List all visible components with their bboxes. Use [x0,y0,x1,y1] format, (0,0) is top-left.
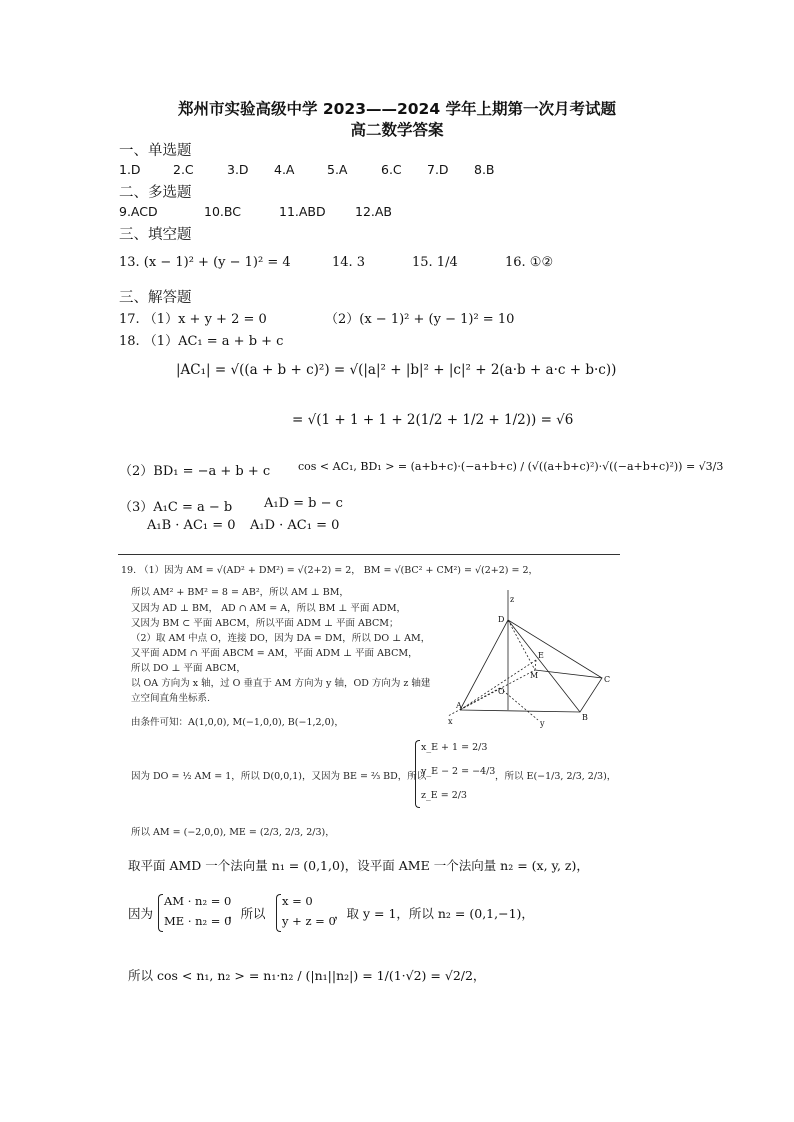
label-z: z [510,595,515,604]
system-brace [158,894,163,932]
system-brace [415,740,420,808]
answer-7: 7.D [427,162,449,177]
q19-line9: 立空间直角坐标系. [131,693,211,704]
edge-ea [460,660,539,710]
q19-line2: 所以 AM² + BM² = 8 = AB²，所以 AM ⊥ BM， [131,587,349,598]
answer-13: 13. (x − 1)² + (y − 1)² = 4 [119,255,291,270]
answer-11: 11.ABD [279,204,326,219]
q18-magnitude-line1: |AC₁| = √((a + b + c)²) = √(|a|² + |b|² + |c|² + 2(a·b + a·c + b·c)) [176,362,617,378]
q19-line14-mid: ，所以 [228,906,266,921]
q19-system-eq2: y_E − 2 = −4/3 [421,766,496,777]
q18-part2: （2）BD₁ = −a + b + c [119,464,271,479]
answer-10: 10.BC [204,204,241,219]
q19-line14-end: ，取 y = 1，所以 n₂ = (0,1,−1)， [334,906,534,921]
y-axis [500,688,538,720]
label-y: y [540,719,545,728]
page-title: 郑州市实验高级中学 2023——2024 学年上期第一次月考试题 [177,100,617,118]
q19-line10: 由条件可知：A(1,0,0), M(−1,0,0), B(−1,2,0)， [131,717,344,728]
q19-line14-eq2: ME · n₂ = 0 [164,914,232,928]
q17-part2: （2）(x − 1)² + (y − 1)² = 10 [325,312,515,327]
answer-6: 6.C [381,162,402,177]
answer-14: 14. 3 [332,255,366,270]
q19-line11-end: ，所以 E(−1/3, 2/3, 2/3)， [495,771,617,782]
q18-part3b: A₁D = b − c [264,496,343,511]
geometry-figure [440,590,630,730]
edge-db [508,620,580,712]
q19-system-eq3: z_E = 2/3 [421,790,467,801]
q19-line14-eq1: AM · n₂ = 0 [164,894,232,908]
q19-line11: 因为 DO = ½ AM = 1，所以 D(0,0,1)，又因为 BE = ⅔ BD，所以 [131,771,427,782]
q18-magnitude-line2: = √(1 + 1 + 1 + 2(1/2 + 1/2 + 1/2)) = √6 [292,412,574,428]
edge-dm [508,620,535,670]
section-heading-multi-choice: 二、多选题 [119,185,192,201]
q17-part1: 17. （1）x + y + 2 = 0 [119,312,267,327]
q18-part3d: A₁D · AC₁ = 0 [250,518,340,533]
page-subtitle: 高二数学答案 [350,121,444,139]
answer-2: 2.C [173,162,194,177]
q19-line14-eq3: x = 0 [282,894,313,908]
answer-5: 5.A [327,162,348,177]
label-b: B [582,713,588,722]
q19-line15: 所以 cos < n₁, n₂ > = n₁·n₂ / (|n₁||n₂|) = 1/(1·√2) = √2/2， [128,968,486,983]
section-divider [118,554,620,555]
q19-line4: 又因为 BM ⊂ 平面 ABCM，所以平面 ADM ⊥ 平面 ABCM； [131,618,399,629]
answer-1: 1.D [119,162,141,177]
section-heading-fill-blank: 三、填空题 [119,227,192,243]
answer-12: 12.AB [355,204,393,219]
answer-16: 16. ①② [505,255,554,270]
label-x: x [448,717,453,726]
q19-line8: 以 OA 方向为 x 轴，过 O 垂直于 AM 方向为 y 轴，OD 方向为 z 轴建 [131,678,431,689]
q19-line13: 取平面 AMD 一个法向量 n₁ = (0,1,0)，设平面 AME 一个法向量 n₂ = (x, y, z)， [128,858,589,873]
q19-line12: 所以 AM = (−2,0,0), ME = (2/3, 2/3, 2/3)， [131,827,335,838]
label-c: C [604,675,611,684]
label-d: D [498,615,505,624]
answer-8: 8.B [474,162,495,177]
section-heading-single-choice: 一、单选题 [119,143,192,159]
q18-part3a: （3）A₁C = a − b [119,500,233,515]
label-e: E [538,651,544,660]
q19-line3: 又因为 AD ⊥ BM， AD ∩ AM = A，所以 BM ⊥ 平面 ADM， [131,603,407,614]
label-o: O [498,687,505,696]
q19-line6: 又平面 ADM ∩ 平面 ABCM = AM，平面 ADM ⊥ 平面 ABCM， [131,648,418,659]
q19-line5: （2）取 AM 中点 O，连接 DO，因为 DA = DM，所以 DO ⊥ AM， [131,633,431,644]
answer-9: 9.ACD [119,204,158,219]
q18-part3c: A₁B · AC₁ = 0 [147,518,236,533]
q18-cosine: cos < AC₁, BD₁ > = (a+b+c)·(−a+b+c) / (√((a+b+c)²)·√((−a+b+c)²)) = √3/3 [298,460,724,473]
label-m: M [530,671,539,680]
label-a: A [456,701,462,710]
edge-da [460,620,508,710]
answer-15: 15. 1/4 [412,255,458,270]
answer-3: 3.D [227,162,249,177]
q19-line14-start: 因为 [128,906,154,921]
edge-em [535,660,536,670]
section-heading-solutions: 三、解答题 [119,290,192,306]
system-brace [276,894,281,932]
q19-line7: 所以 DO ⊥ 平面 ABCM， [131,663,246,674]
q18-part1: 18. （1）AC₁ = a + b + c [119,334,284,349]
q19-system-eq1: x_E + 1 = 2/3 [421,742,488,753]
answer-4: 4.A [274,162,295,177]
q19-line14-eq4: y + z = 0 [282,914,336,928]
q19-line1: 19. （1）因为 AM = √(AD² + DM²) = √(2+2) = 2， BM = √(BC² + CM²) = √(2+2) = 2， [121,565,539,576]
